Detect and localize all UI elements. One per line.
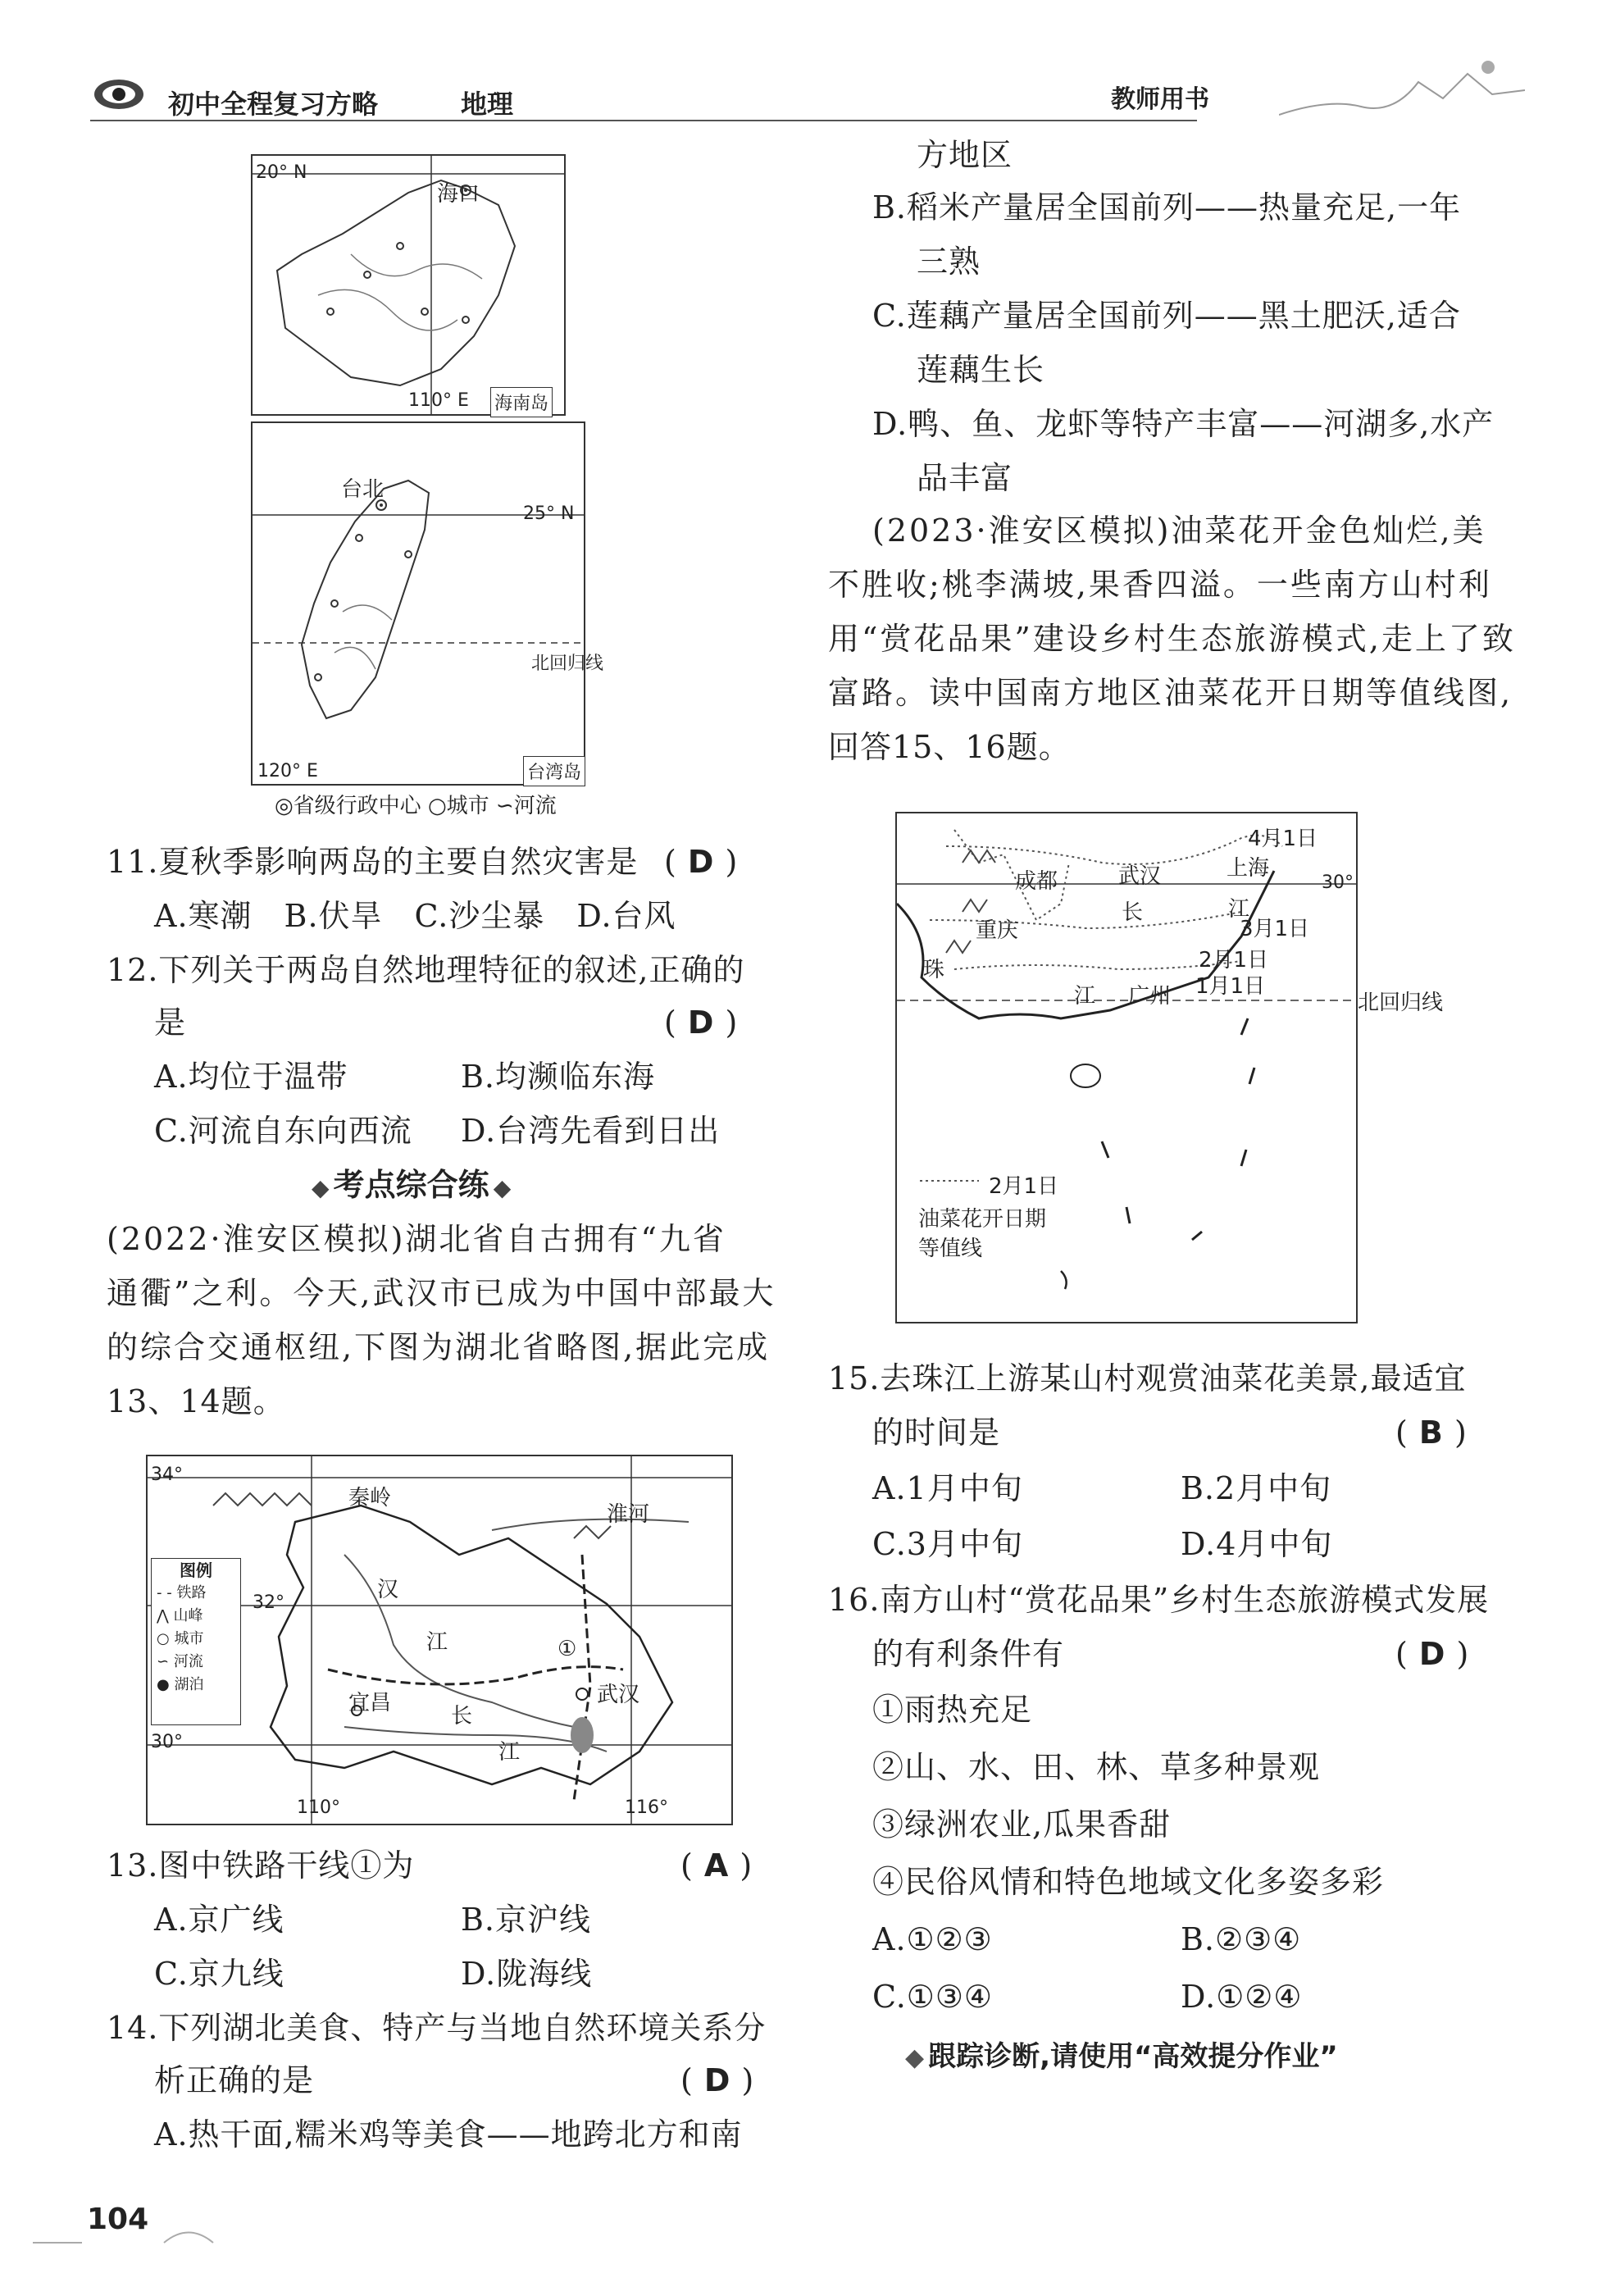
lon110-label: 110°: [297, 1797, 340, 1818]
q16-stem-line1: 16.南方山村“赏花品果”乡村生态旅游模式发展: [828, 1582, 1490, 1618]
diamond-icon: ◆: [905, 2043, 925, 2072]
chang-label: 长: [451, 1704, 473, 1729]
page-number: 104: [87, 2203, 149, 2236]
mar1-label: 3月1日: [1240, 917, 1310, 941]
lat30-label: 30°: [151, 1732, 183, 1752]
q14-stem-line2: 析正确的是: [154, 2062, 315, 2098]
q16-item-2: ②山、水、田、林、草多种景观: [872, 1749, 1321, 1785]
jiang2-south-label: 江: [1074, 984, 1096, 1009]
book-title: 初中全程复习方略: [168, 89, 379, 120]
q13-answer-letter: A: [703, 1847, 730, 1884]
taiwan-island-map: [251, 421, 604, 786]
q15-option-b: B.2月中旬: [1181, 1470, 1332, 1506]
q15-stem-line1: 15.去珠江上游某山村观赏油菜花美景,最适宜: [828, 1360, 1467, 1396]
railway-icon: - -: [157, 1584, 172, 1601]
legend-railway: [152, 1582, 240, 1605]
q13-stem: 13.图中铁路干线①为: [107, 1847, 415, 1884]
qinling-label: 秦岭: [348, 1486, 392, 1510]
q14-option-d-line1: D.鸭、鱼、龙虾等特产丰富——河湖多,水产: [872, 406, 1495, 442]
apr1-label: 4月1日: [1248, 827, 1318, 851]
lat32-label: 32°: [253, 1592, 284, 1613]
intro2-line4: 富路。读中国南方地区油菜花开日期等值线图,: [828, 675, 1513, 711]
lake-icon: ●: [157, 1676, 170, 1693]
intro2-line5: 回答15、16题。: [828, 729, 1071, 765]
circle1-label: ①: [558, 1637, 577, 1661]
q14-option-d-line2: 品丰富: [917, 460, 1013, 496]
legend-city: [152, 1628, 240, 1651]
q16-answer: ( D ): [1395, 1636, 1470, 1672]
q14-option-c-line1: C.莲藕产量居全国前列——黑土肥沃,适合: [872, 298, 1461, 334]
tropic-label: 北回归线: [531, 654, 604, 674]
diamond-icon: ◆: [312, 1174, 330, 1201]
chang-south-label: 长: [1122, 900, 1144, 925]
section-heading: [312, 1159, 511, 1205]
legend-lake: [152, 1674, 240, 1697]
intro2-line3: 用“赏花品果”建设乡村生态旅游模式,走上了致: [828, 621, 1516, 657]
q13-answer: ( A ): [680, 1847, 753, 1884]
q14-option-b-line2: 三熟: [917, 244, 981, 280]
legend-mountain-label: 山峰: [173, 1607, 203, 1624]
legend-railway-label: 铁路: [176, 1584, 207, 1601]
q12-answer: ( D ): [664, 1004, 739, 1041]
hainan-island-map: [251, 154, 566, 416]
eye-logo-icon: [92, 75, 146, 113]
lat34-label: 34°: [151, 1465, 183, 1485]
haikou-label: 海口: [437, 182, 480, 207]
q16-option-b: B.②③④: [1181, 1921, 1302, 1957]
intro2-line1: (2023·淮安区模拟)油菜花开金色灿烂,美: [872, 512, 1486, 549]
taiwan-lon-label: 120° E: [257, 761, 318, 781]
q14-answer-letter: D: [703, 2062, 731, 2098]
jan1-label: 1月1日: [1195, 974, 1266, 999]
q16-item-3: ③绿洲农业,瓜果香甜: [872, 1806, 1172, 1843]
taiwan-lat-label: 25° N: [523, 503, 575, 524]
shanghai-label: 上海: [1227, 856, 1270, 881]
legend-river: [152, 1651, 240, 1674]
jiang-south-label: 江: [1228, 897, 1250, 922]
q12-option-b: B.均濒临东海: [461, 1059, 656, 1095]
teacher-edition-label: 教师用书: [1111, 85, 1209, 114]
legend-title: 图例: [180, 1560, 212, 1580]
taipei-label: 台北: [341, 477, 385, 502]
legend-line-label: 2月1日: [989, 1174, 1059, 1199]
legend-text-line1: 油菜花开日期: [918, 1207, 1047, 1232]
q13-option-b: B.京沪线: [461, 1902, 592, 1938]
q16-item-4: ④民俗风情和特色地域文化多姿多彩: [872, 1864, 1385, 1900]
hubei-province-map: [146, 1455, 733, 1825]
yichang-label: 宜昌: [348, 1691, 392, 1715]
feb1-label: 2月1日: [1199, 948, 1269, 973]
diamond-icon: ◆: [493, 1174, 512, 1201]
hainan-lon-label: 110° E: [408, 390, 469, 411]
q14-option-a-line2: 方地区: [917, 137, 1013, 173]
river-icon: ∽: [157, 1653, 170, 1670]
mountain-icon: ⋀: [157, 1607, 169, 1624]
legend-mountain: [152, 1605, 240, 1628]
intro1-line2: 通衢”之利。今天,武汉市已成为中国中部最大: [107, 1275, 776, 1311]
q16-answer-letter: D: [1418, 1636, 1446, 1672]
legend-lake-label: 湖泊: [174, 1676, 204, 1693]
zhu-label: 珠: [923, 958, 945, 982]
city-icon: ○: [157, 1630, 170, 1647]
legend-city-label: 城市: [174, 1630, 204, 1647]
q11-answer: ( D ): [664, 844, 739, 880]
hubei-legend: [151, 1558, 241, 1725]
huaihe-label: 淮河: [607, 1502, 650, 1527]
q15-option-c: C.3月中旬: [872, 1526, 1023, 1562]
q13-option-a: A.京广线: [154, 1902, 284, 1938]
q15-option-d: D.4月中旬: [1181, 1526, 1333, 1562]
q13-option-d: D.陇海线: [461, 1956, 593, 1992]
q11-options: A.寒潮 B.伏旱 C.沙尘暴 D.台风: [154, 898, 676, 934]
south-lat30-label: 30°: [1322, 872, 1354, 893]
q15-answer: ( B ): [1395, 1414, 1468, 1451]
han-label: 汉: [377, 1578, 399, 1602]
tropic-south-label: 北回归线: [1358, 991, 1444, 1015]
q16-stem-line2: 的有利条件有: [872, 1636, 1065, 1672]
wuhan-label: 武汉: [597, 1683, 640, 1707]
header-rule: [90, 120, 1197, 121]
q12-stem-line2: 是: [154, 1004, 187, 1041]
legend-river-label: 河流: [173, 1653, 203, 1670]
q12-stem-line1: 12.下列关于两岛自然地理特征的叙述,正确的: [107, 952, 745, 988]
hainan-name-label: 海南岛: [490, 387, 553, 417]
footer-note: [905, 2034, 1338, 2074]
wuhan-south-label: 武汉: [1118, 864, 1162, 889]
q16-option-c: C.①③④: [872, 1979, 993, 2015]
intro1-line3: 的综合交通枢纽,下图为湖北省略图,据此完成: [107, 1329, 771, 1365]
subject-title: 地理: [461, 89, 514, 120]
guangzhou-label: 广州: [1128, 984, 1172, 1009]
intro1-line1: (2022·淮安区模拟)湖北省自古拥有“九省: [107, 1221, 726, 1257]
q13-option-c: C.京九线: [154, 1956, 284, 1992]
section-title: 考点综合练: [333, 1167, 489, 1203]
q11-stem: 11.夏秋季影响两岛的主要自然灾害是: [107, 844, 639, 880]
header-landscape-decoration: [1279, 49, 1525, 126]
header-logo: [92, 75, 146, 113]
taiwan-name-label: 台湾岛: [523, 756, 585, 786]
q12-option-d: D.台湾先看到日出: [461, 1113, 721, 1149]
q12-option-a: A.均位于温带: [154, 1059, 348, 1095]
footer-decoration: [33, 2206, 230, 2258]
q14-option-c-line2: 莲藕生长: [917, 352, 1045, 388]
q15-stem-line2: 的时间是: [872, 1414, 1001, 1451]
q12-option-c: C.河流自东向西流: [154, 1113, 412, 1149]
q16-option-d: D.①②④: [1181, 1979, 1303, 2015]
q14-answer: ( D ): [680, 2062, 755, 2098]
lon116-label: 116°: [625, 1797, 668, 1818]
q16-item-1: ①雨热充足: [872, 1692, 1033, 1728]
intro1-line4: 13、14题。: [107, 1383, 285, 1419]
intro2-line2: 不胜收;桃李满坡,果香四溢。一些南方山村利: [828, 567, 1492, 603]
legend-text-line2: 等值线: [918, 1237, 983, 1261]
q15-answer-letter: B: [1418, 1414, 1444, 1451]
rapeseed-isoline-map: [895, 812, 1358, 1323]
q14-stem-line1: 14.下列湖北美食、特产与当地自然环境关系分: [107, 2010, 767, 2046]
q11-answer-letter: D: [687, 844, 715, 880]
jiang2-label: 江: [498, 1740, 521, 1765]
hainan-lat-label: 20° N: [256, 162, 307, 183]
q14-option-a-line1: A.热干面,糯米鸡等美食——地跨北方和南: [154, 2116, 743, 2152]
q15-option-a: A.1月中旬: [872, 1470, 1023, 1506]
q16-option-a: A.①②③: [872, 1921, 993, 1957]
chengdu-label: 成都: [1015, 869, 1058, 894]
q14-option-b-line1: B.稻米产量居全国前列——热量充足,一年: [872, 189, 1462, 226]
chongqing-label: 重庆: [976, 918, 1019, 943]
island-map-legend: ◎省级行政中心 ○城市 ∽河流: [275, 794, 557, 818]
jiang-label: 江: [426, 1630, 448, 1655]
q12-answer-letter: D: [687, 1004, 715, 1041]
footer-note-text: 跟踪诊断,请使用“高效提分作业”: [928, 2040, 1338, 2073]
